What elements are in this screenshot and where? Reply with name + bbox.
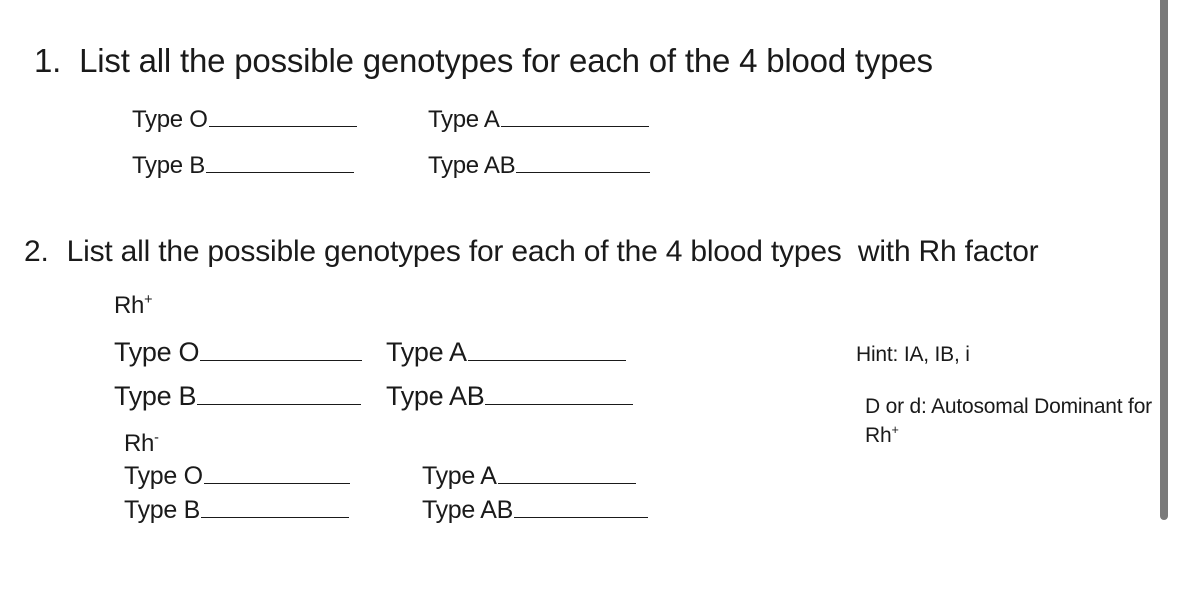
- q1-type-o-field: [132, 106, 357, 134]
- question-2: [24, 235, 1038, 269]
- q1-type-a-blank[interactable]: [501, 125, 649, 127]
- q1-type-a-label: Type A: [428, 106, 500, 133]
- rh-pos-type-ab-blank[interactable]: [485, 403, 633, 405]
- question-1-number: 1.: [34, 42, 62, 79]
- q1-type-ab-field: [428, 152, 650, 180]
- q1-type-a-field: [428, 106, 649, 134]
- hint-rh-positive: [865, 424, 899, 448]
- rh-pos-type-a-blank[interactable]: [468, 359, 626, 361]
- q1-type-o-label: Type O: [132, 106, 208, 133]
- rh-negative-heading: [124, 430, 159, 458]
- rh-positive-label: Rh: [114, 292, 145, 319]
- rh-neg-type-b-blank[interactable]: [201, 516, 349, 518]
- question-2-text: List all the possible genotypes for each of the 4 blood types with Rh factor: [66, 235, 1039, 268]
- rh-neg-type-ab-label: Type AB: [422, 496, 514, 524]
- hint-dominance: D or d: Autosomal Dominant for: [865, 395, 1152, 418]
- q1-type-ab-label: Type AB: [428, 152, 516, 179]
- rh-neg-type-b-label: Type B: [124, 496, 201, 524]
- rh-neg-type-o-blank[interactable]: [204, 482, 350, 484]
- rh-pos-type-o-field: [114, 337, 362, 368]
- rh-neg-type-a-field: [422, 462, 636, 491]
- rh-neg-type-a-label: Type A: [422, 462, 497, 490]
- q1-type-b-label: Type B: [132, 152, 205, 179]
- rh-positive-sign: +: [144, 292, 153, 308]
- hint-alleles: Hint: IA, IB, i: [856, 343, 970, 366]
- rh-pos-type-ab-field: [386, 381, 633, 412]
- rh-pos-type-b-field: [114, 381, 361, 412]
- rh-neg-type-ab-field: [422, 496, 648, 525]
- rh-pos-type-o-blank[interactable]: [200, 359, 362, 361]
- rh-neg-type-ab-blank[interactable]: [514, 516, 648, 518]
- q1-type-o-blank[interactable]: [209, 125, 357, 127]
- rh-neg-type-o-label: Type O: [124, 462, 203, 490]
- hint-rh-sign: +: [891, 423, 899, 437]
- question-1: [34, 42, 933, 80]
- rh-negative-sign: -: [154, 430, 159, 446]
- rh-neg-type-o-field: [124, 462, 350, 491]
- q1-type-b-field: [132, 152, 354, 180]
- rh-pos-type-a-field: [386, 337, 626, 368]
- question-1-text: List all the possible genotypes for each of the 4 blood types: [79, 42, 933, 79]
- vertical-scrollbar[interactable]: [1160, 0, 1168, 520]
- rh-pos-type-a-label: Type A: [386, 337, 467, 367]
- rh-neg-type-b-field: [124, 496, 349, 525]
- rh-negative-label: Rh: [124, 430, 155, 457]
- rh-pos-type-o-label: Type O: [114, 337, 200, 367]
- q1-type-b-blank[interactable]: [206, 171, 354, 173]
- rh-neg-type-a-blank[interactable]: [498, 482, 636, 484]
- rh-pos-type-ab-label: Type AB: [386, 381, 485, 411]
- q1-type-ab-blank[interactable]: [516, 171, 650, 173]
- rh-positive-heading: [114, 292, 152, 320]
- question-2-number: 2.: [24, 235, 49, 268]
- hint-rh-label: Rh: [865, 424, 892, 447]
- rh-pos-type-b-blank[interactable]: [197, 403, 361, 405]
- rh-pos-type-b-label: Type B: [114, 381, 197, 411]
